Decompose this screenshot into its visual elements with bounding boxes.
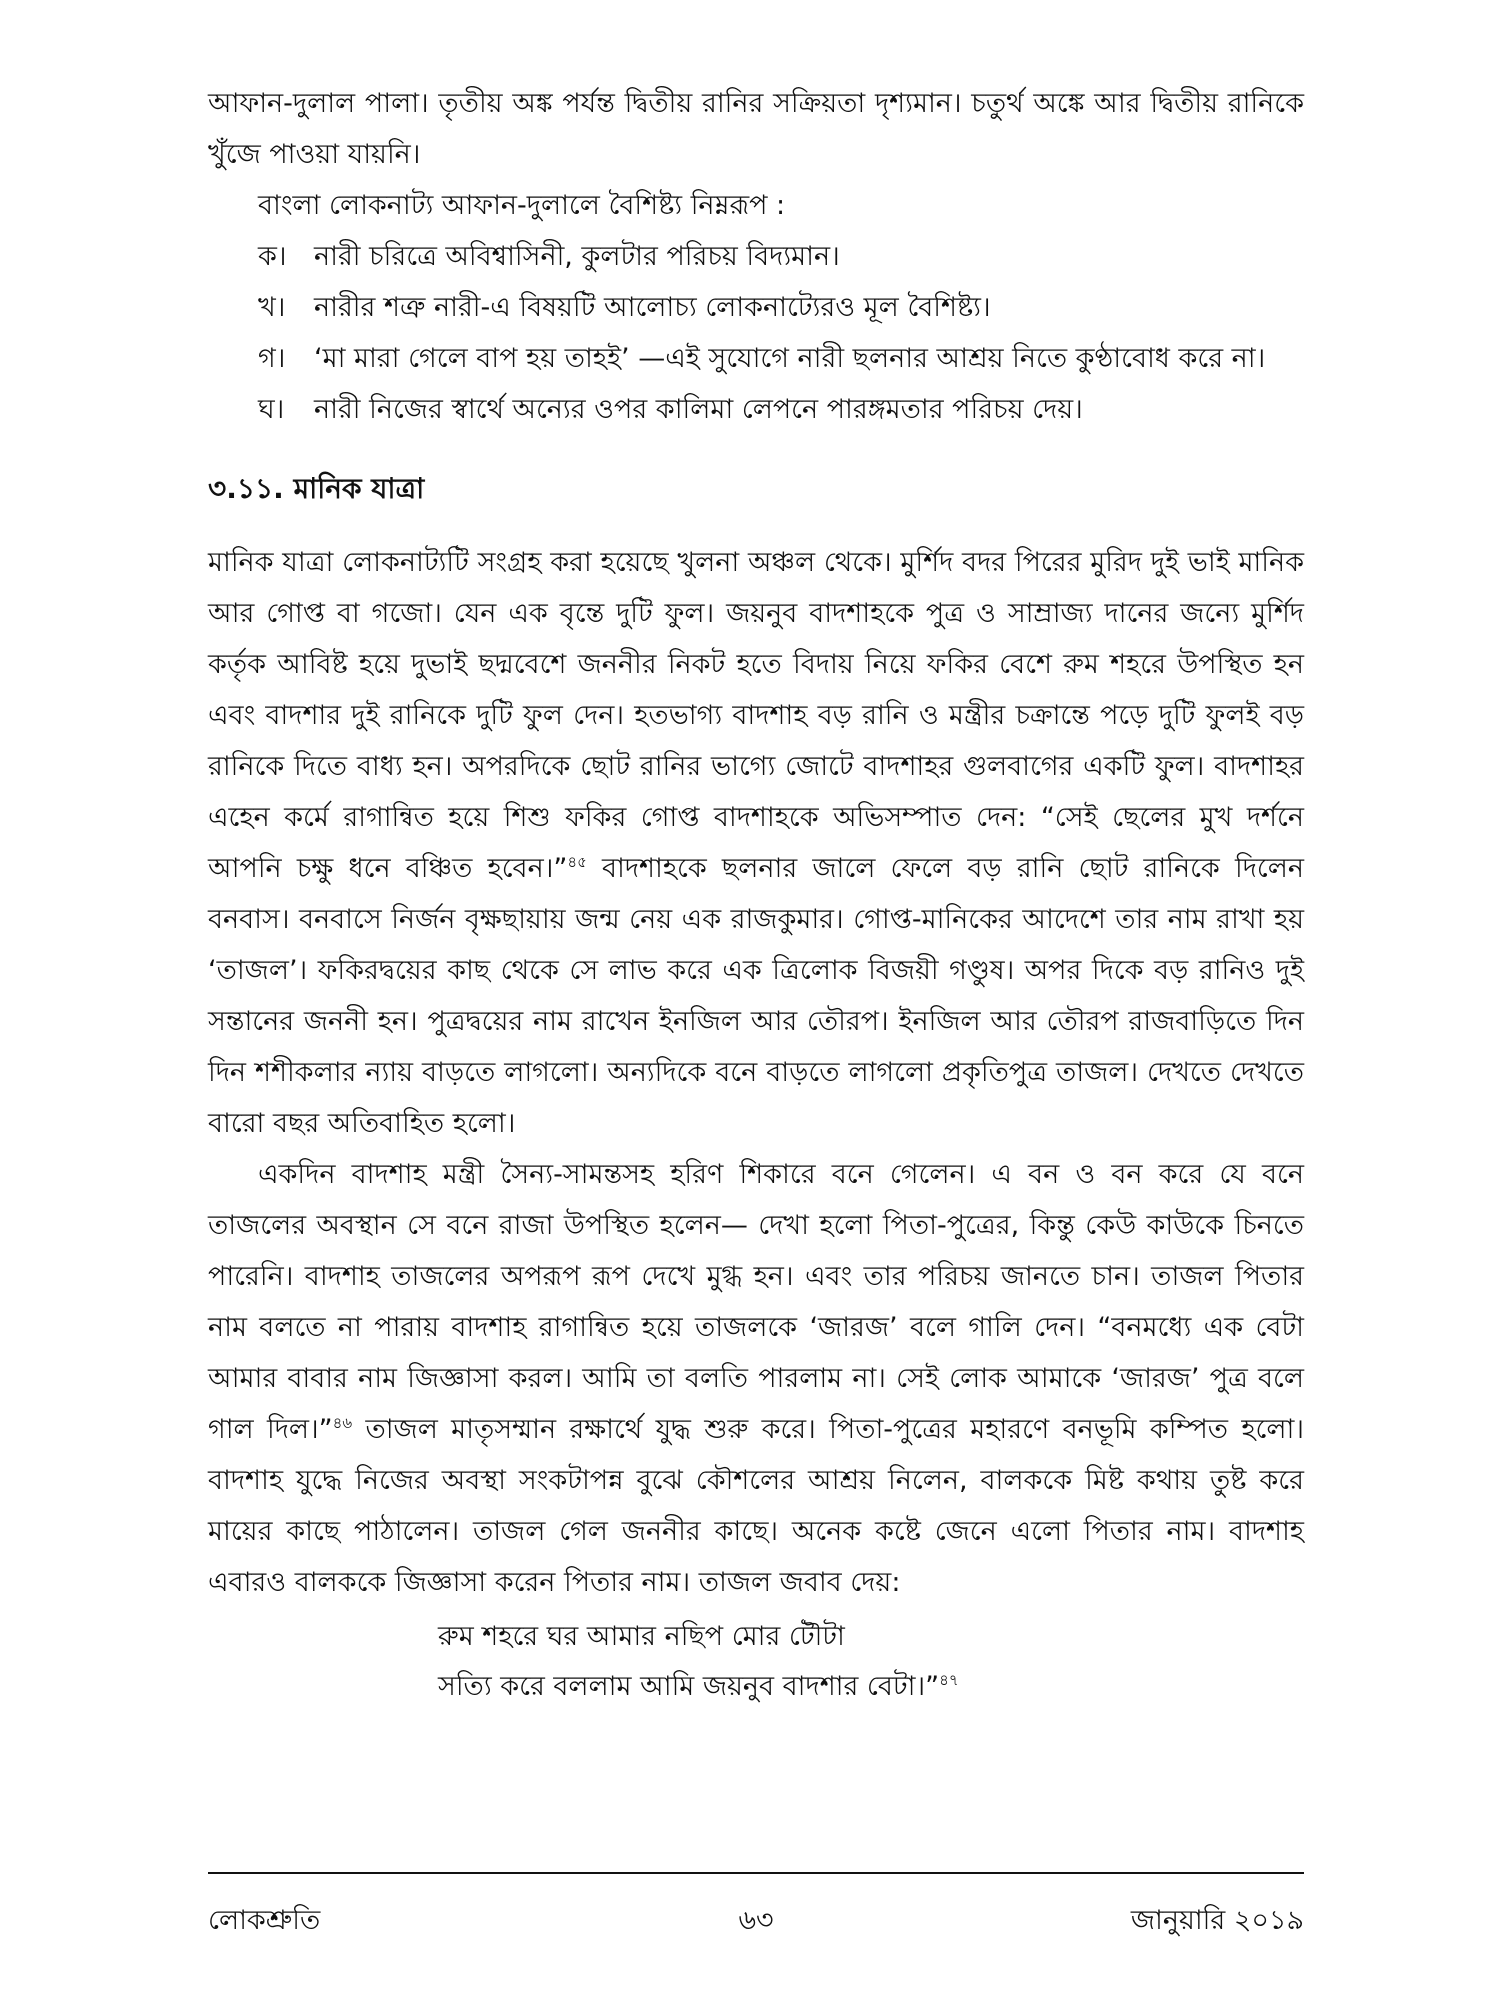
footnote-ref: ৪৫ <box>567 853 587 871</box>
page-body <box>208 78 1304 1978</box>
intro-paragraph: আফান-দুলাল পালা। তৃতীয় অঙ্ক পর্যন্ত দ্বিতীয় রানির সক্রিয়তা দৃশ্যমান। চতুর্থ অঙ্কে আর দ্বিতীয় রানিকে খুঁজে পাওয়া যায়নি। <box>208 88 1304 170</box>
features-intro: বাংলা লোকনাট্য আফান-দুলালে বৈশিষ্ট্য নিম্নরূপ : <box>258 190 786 221</box>
verse-line-text: সত্যি করে বললাম আমি জয়নুব বাদশার বেটা।” <box>438 1671 940 1702</box>
journal-name: লোকশ্রুতি <box>208 1905 321 1936</box>
paragraph-text: একদিন বাদশাহ মন্ত্রী সৈন্য-সামন্তসহ হরিণ শিকারে বনে গেলেন। এ বন ও বন করে যে বনে তাজলের অবস্থান সে বনে রাজা উপস্থিত হলেন— দেখা হলো পিতা-পুত্রের, কিন্তু কেউ কাউকে চিনতে পারেনি। বাদশাহ তাজলের অপরূপ রূপ দেখে মুগ্ধ হন। এবং তার পরিচয় জানতে চান। তাজল পিতার নাম বলতে না পারায় বাদশাহ রাগান্বিত হয়ে তাজলকে ‘জারজ’ বলে গালি দেন। “বনমধ্যে এক বেটা আমার বাবার নাম জিজ্ঞাসা করল। আমি তা বলতি পারলাম না। সেই লোক আমাকে ‘জারজ’ পুত্র বলে গাল দিল।” <box>208 1159 1304 1445</box>
paragraph-text: তাজল মাতৃসম্মান রক্ষার্থে যুদ্ধ শুরু করে। পিতা-পুত্রের মহারণে বনভূমি কম্পিত হলো। বাদশাহ যুদ্ধে নিজের অবস্থা সংকটাপন্ন বুঝে কৌশলের আশ্রয় নিলেন, বালককে মিষ্ট কথায় তুষ্ট করে মায়ের কাছে পাঠালেন। তাজল গেল জননীর কাছে। অনেক কষ্টে জেনে এলো পিতার নাম। বাদশাহ এবারও বালককে জিজ্ঞাসা করেন পিতার নাম। তাজল জবাব দেয়: <box>208 1414 1304 1598</box>
footnote-ref: ৪৭ <box>939 1671 959 1689</box>
paragraph-text: মানিক যাত্রা লোকনাট্যটি সংগ্রহ করা হয়েছে খুলনা অঞ্চল থেকে। মুর্শিদ বদর পিরের মুরিদ দুই ভাই মানিক আর গোপ্ত বা গজো। যেন এক বৃন্তে দুটি ফুল। জয়নুব বাদশাহকে পুত্র ও সাম্রাজ্য দানের জন্যে মুর্শিদ কর্তৃক আবিষ্ট হয়ে দুভাই ছদ্মবেশে জননীর নিকট হতে বিদায় নিয়ে ফকির বেশে রুম শহরে উপস্থিত হন এবং বাদশার দুই রানিকে দুটি ফুল দেন। হতভাগ্য বাদশাহ বড় রানি ও মন্ত্রীর চক্রান্তে পড়ে দুটি ফুলই বড় রানিকে দিতে বাধ্য হন। অপরদিকে ছোট রানির ভাগ্যে জোটে বাদশাহর গুলবাগের একটি ফুল। বাদশাহর এহেন কর্মে রাগান্বিত হয়ে শিশু ফকির গোপ্ত বাদশাহকে অভিসম্পাত দেন: “সেই ছেলের মুখ দর্শনে আপনি চক্ষু ধনে বঞ্চিত হবেন।” <box>208 547 1304 884</box>
section-paragraph-2 <box>208 1149 1304 1608</box>
list-marker: ক। <box>258 241 287 272</box>
footer-divider <box>208 1872 1304 1874</box>
verse-line: রুম শহরে ঘর আমার নছিপ মোর টৌটা <box>438 1621 845 1652</box>
section-heading: ৩.১১. মানিক যাত্রা <box>208 472 425 505</box>
list-item-text: নারী নিজের স্বার্থে অন্যের ওপর কালিমা লেপনে পারঙ্গমতার পরিচয় দেয়। <box>314 394 1083 425</box>
list-item <box>208 282 1304 333</box>
list-item-text: নারী চরিত্রে অবিশ্বাসিনী, কুলটার পরিচয় বিদ্যমান। <box>314 241 840 272</box>
page-number: ৬৩ <box>738 1905 774 1936</box>
list-marker: খ। <box>258 292 286 323</box>
page-footer <box>208 1895 1304 1947</box>
list-item <box>208 384 1304 435</box>
issue-date: জানুয়ারি ২০১৯ <box>1130 1905 1304 1936</box>
list-item <box>208 231 1304 282</box>
list-item-text: ‘মা মারা গেলে বাপ হয় তাহই’ —এই সুযোগে নারী ছলনার আশ্রয় নিতে কুণ্ঠাবোধ করে না। <box>314 343 1266 374</box>
list-item-text: নারীর শত্রু নারী-এ বিষয়টি আলোচ্য লোকনাট্যেরও মূল বৈশিষ্ট্য। <box>314 292 991 323</box>
list-item <box>208 333 1304 384</box>
verse-line <box>438 1662 1304 1712</box>
feature-list <box>208 231 1304 435</box>
paragraph-text: বাদশাহকে ছলনার জালে ফেলে বড় রানি ছোট রানিকে দিলেন বনবাস। বনবাসে নির্জন বৃক্ষছায়ায় জন্ম নেয় এক রাজকুমার। গোপ্ত-মানিকের আদেশে তার নাম রাখা হয় ‘তাজল’। ফকিরদ্বয়ের কাছ থেকে সে লাভ করে এক ত্রিলোক বিজয়ী গণ্ডুষ। অপর দিকে বড় রানিও দুই সন্তানের জননী হন। পুত্রদ্বয়ের নাম রাখেন ইনজিল আর তৌরপ। ইনজিল আর তৌরপ রাজবাড়িতে দিন দিন শশীকলার ন্যায় বাড়তে লাগলো। অন্যদিকে বনে বাড়তে লাগলো প্রকৃতিপুত্র তাজল। দেখতে দেখতে বারো বছর অতিবাহিত হলো। <box>208 853 1304 1139</box>
list-marker: ঘ। <box>258 394 285 425</box>
footnote-ref: ৪৬ <box>332 1414 353 1432</box>
verse-quote <box>208 1612 1304 1712</box>
list-marker: গ। <box>258 343 286 374</box>
section-paragraph-1 <box>208 537 1304 1149</box>
